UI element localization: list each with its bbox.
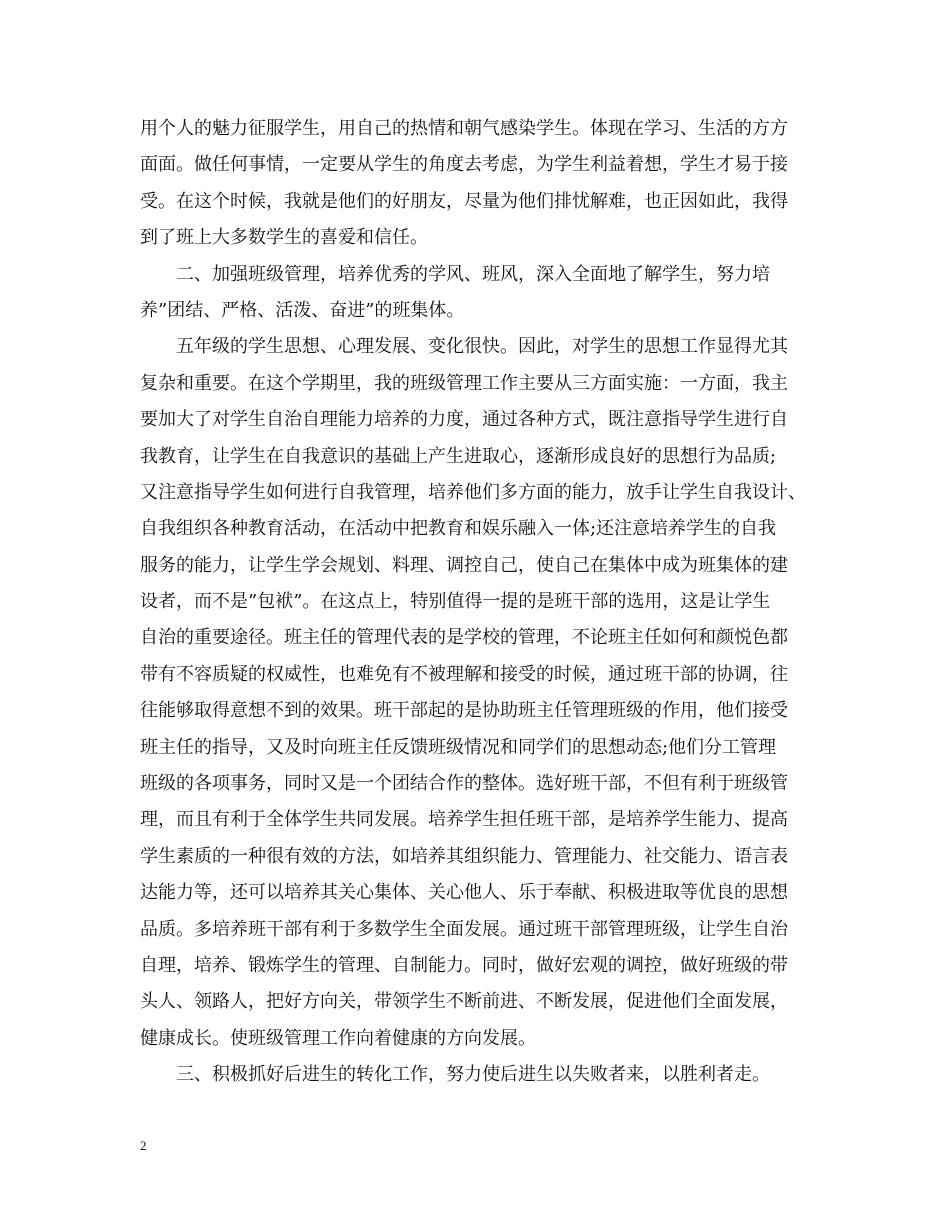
text-line: 自我组织各种教育活动，在活动中把教育和娱乐融入一体;还注意培养学生的自我 [140, 518, 777, 540]
text-line: 面面。做任何事情，一定要从学生的角度去考虑，为学生利益着想，学生才易于接 [140, 154, 788, 176]
text-line: 复杂和重要。在这个学期里，我的班级管理工作主要从三方面实施：一方面，我主 [140, 372, 788, 394]
text-line: 受。在这个时候，我就是他们的好朋友，尽量为他们排忧解难，也正因如此，我得 [140, 190, 788, 212]
text-line: 养”团结、严格、活泼、奋进”的班集体。 [140, 299, 465, 321]
page-number: 2 [140, 1138, 147, 1153]
text-line: 用个人的魅力征服学生，用自己的热情和朝气感染学生。体现在学习、生活的方方 [140, 118, 788, 139]
text-line: 自治的重要途径。班主任的管理代表的是学校的管理，不论班主任如何和颜悦色都 [140, 627, 788, 649]
text-line: 又注意指导学生如何进行自我管理，培养他们多方面的能力，放手让学生自我设计、 [140, 481, 806, 503]
text-line: 服务的能力，让学生学会规划、料理、调控自己，使自己在集体中成为班集体的建 [140, 554, 788, 576]
text-line: 要加大了对学生自治自理能力培养的力度，通过各种方式，既注意指导学生进行自 [140, 409, 788, 431]
text-line: 班主任的指导，又及时向班主任反馈班级情况和同学们的思想动态;他们分工管理 [140, 736, 777, 758]
text-line: 理，而且有利于全体学生共同发展。培养学生担任班干部，是培养学生能力、提高 [140, 809, 788, 831]
text-line: 设者，而不是”包袱”。在这点上，特别值得一提的是班干部的选用，这是让学生 [140, 591, 771, 613]
text-line: 品质。多培养班干部有利于多数学生全面发展。通过班干部管理班级，让学生自治 [140, 918, 788, 940]
text-line: 三、积极抓好后进生的转化工作，努力使后进生以失败者来，以胜利者走。 [140, 1064, 770, 1086]
text-line: 我教育，让学生在自我意识的基础上产生进取心，逐渐形成良好的思想行为品质; [140, 445, 777, 467]
text-line: 健康成长。使班级管理工作向着健康的方向发展。 [140, 1027, 536, 1049]
text-line: 达能力等，还可以培养其关心集体、关心他人、乐于奉献、积极进取等优良的思想 [140, 882, 788, 904]
text-line: 自理，培养、锻炼学生的管理、自制能力。同时，做好宏观的调控，做好班级的带 [140, 954, 788, 976]
text-line: 头人、领路人，把好方向关，带领学生不断前进、不断发展，促进他们全面发展， [140, 991, 788, 1013]
text-line: 往能够取得意想不到的效果。班干部起的是协助班主任管理班级的作用，他们接受 [140, 700, 788, 722]
text-line: 班级的各项事务，同时又是一个团结合作的整体。选好班干部，不但有利于班级管 [140, 773, 788, 795]
text-line: 学生素质的一种很有效的方法，如培养其组织能力、管理能力、社交能力、语言表 [140, 845, 788, 867]
text-line: 到了班上大多数学生的喜爱和信任。 [140, 227, 428, 249]
text-line: 二、加强班级管理，培养优秀的学风、班风，深入全面地了解学生，努力培 [140, 263, 770, 285]
body-text [140, 111, 820, 1094]
text-line: 带有不容质疑的权威性，也难免有不被理解和接受的时候，通过班干部的协调，往 [140, 663, 788, 685]
text-line: 五年级的学生思想、心理发展、变化很快。因此，对学生的思想工作显得尤其 [140, 336, 788, 358]
